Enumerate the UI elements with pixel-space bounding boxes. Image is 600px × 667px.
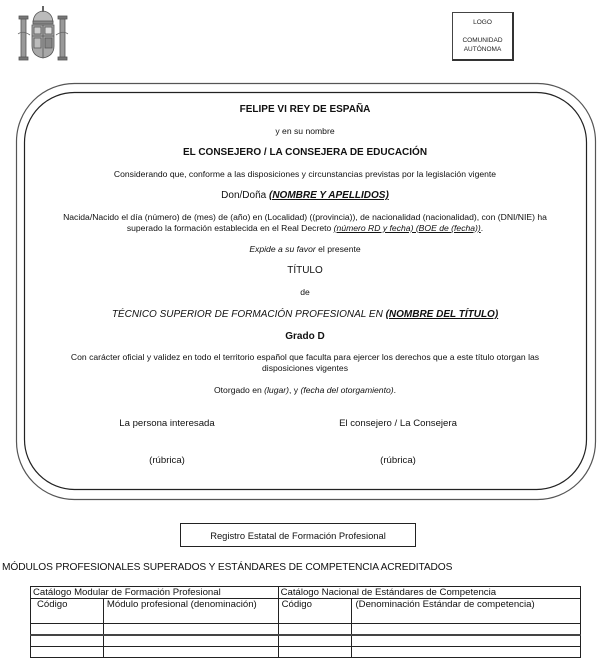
title-word: TÍTULO (287, 265, 323, 276)
recipient-line (30, 190, 580, 201)
table-cell[interactable] (278, 647, 352, 658)
signature-right-rubric: (rúbrica) (380, 455, 416, 466)
modules-section-title: MÓDULOS PROFESIONALES SUPERADOS Y ESTÁNDARES DE COMPETENCIA ACREDITADOS (2, 562, 453, 573)
granted-prefix: Otorgado en (213, 385, 265, 395)
birth-line-2 (30, 223, 580, 234)
name-placeholder: (NOMBRE Y APELLIDOS) (268, 190, 389, 201)
table-cell[interactable] (103, 624, 278, 636)
column-header-standard-name: (Denominación Estándar de competencia) (352, 599, 581, 624)
table-cell[interactable] (31, 624, 104, 636)
signature-left-rubric: (rúbrica) (149, 455, 185, 466)
table-cell[interactable] (278, 624, 352, 636)
birth-line-1: Nacida/Nacido el día (número) de (mes) de (año) en (Localidad) ((provincia)), de nacionalidad (nacionalidad), con (DNI/NIE) ha (63, 212, 547, 222)
decree-prefix: superado la formación establecida en el Real Decreto (126, 223, 334, 233)
validity-line-2: disposiciones vigentes (262, 363, 348, 373)
degree-line (30, 309, 580, 320)
granted-line (30, 385, 580, 396)
granted-place: (lugar) (264, 385, 289, 395)
modules-table (30, 586, 581, 658)
degree-placeholder: (NOMBRE DEL TÍTULO) (385, 309, 499, 320)
logo-community-label: COMUNIDAD (462, 37, 503, 44)
table-column-header-row (31, 599, 581, 624)
in-name-text: y en su nombre (275, 126, 335, 136)
issue-line (30, 244, 580, 255)
de-text: de (300, 287, 310, 297)
validity-text (30, 352, 580, 374)
table-row (31, 624, 581, 636)
logo-label: LOGO (473, 19, 492, 26)
issue-rest: el presente (315, 244, 361, 254)
table-row (31, 635, 581, 647)
group-header-national-catalog: Catálogo Nacional de Estándares de Competencia (278, 587, 580, 599)
validity-line-1: Con carácter oficial y validez en todo el territorio español que faculta para ejercer los derechos que a este título otorgan las (70, 352, 540, 362)
column-header-standard-code: Código (278, 599, 352, 624)
signature-right-label: El consejero / La Consejera (339, 418, 457, 429)
authority-heading: EL CONSEJERO / LA CONSEJERA DE EDUCACIÓN (182, 147, 428, 158)
column-header-module-code: Código (31, 599, 104, 624)
table-group-header-row (31, 587, 581, 599)
spain-coat-of-arms-icon (16, 4, 70, 62)
considering-text: Considerando que, conforme a las disposiciones y circunstancias previstas por la legislación vigente (113, 169, 497, 179)
column-header-module-name: Módulo profesional (denominación) (103, 599, 278, 624)
granted-suffix: . (393, 385, 397, 395)
table-cell[interactable] (352, 647, 581, 658)
grade-label: Grado D (285, 331, 325, 342)
granted-mid: , y (289, 385, 301, 395)
table-cell[interactable] (31, 647, 104, 658)
table-cell[interactable] (103, 647, 278, 658)
table-cell[interactable] (352, 624, 581, 636)
table-cell[interactable] (103, 635, 278, 647)
table-cell[interactable] (352, 635, 581, 647)
don-prefix: Don/Doña (221, 190, 269, 201)
signature-left-label: La persona interesada (119, 418, 215, 429)
group-header-modular-catalog: Catálogo Modular de Formación Profesional (31, 587, 279, 599)
decree-placeholder: (número RD y fecha) (BOE de (fecha)) (333, 223, 481, 233)
birth-details (30, 212, 580, 234)
granted-date: (fecha del otorgamiento) (300, 385, 394, 395)
regional-logo-placeholder (452, 12, 514, 61)
decree-suffix: . (480, 223, 484, 233)
registry-box: Registro Estatal de Formación Profesional (180, 523, 416, 547)
issue-italic: Expide a su favor (249, 244, 316, 254)
table-cell[interactable] (278, 635, 352, 647)
table-row (31, 647, 581, 658)
degree-prefix: TÉCNICO SUPERIOR DE FORMACIÓN PROFESIONAL EN (111, 309, 386, 320)
king-heading: FELIPE VI REY DE ESPAÑA (239, 104, 371, 115)
logo-autonomous-label: AUTÓNOMA (463, 46, 502, 53)
table-cell[interactable] (31, 635, 104, 647)
